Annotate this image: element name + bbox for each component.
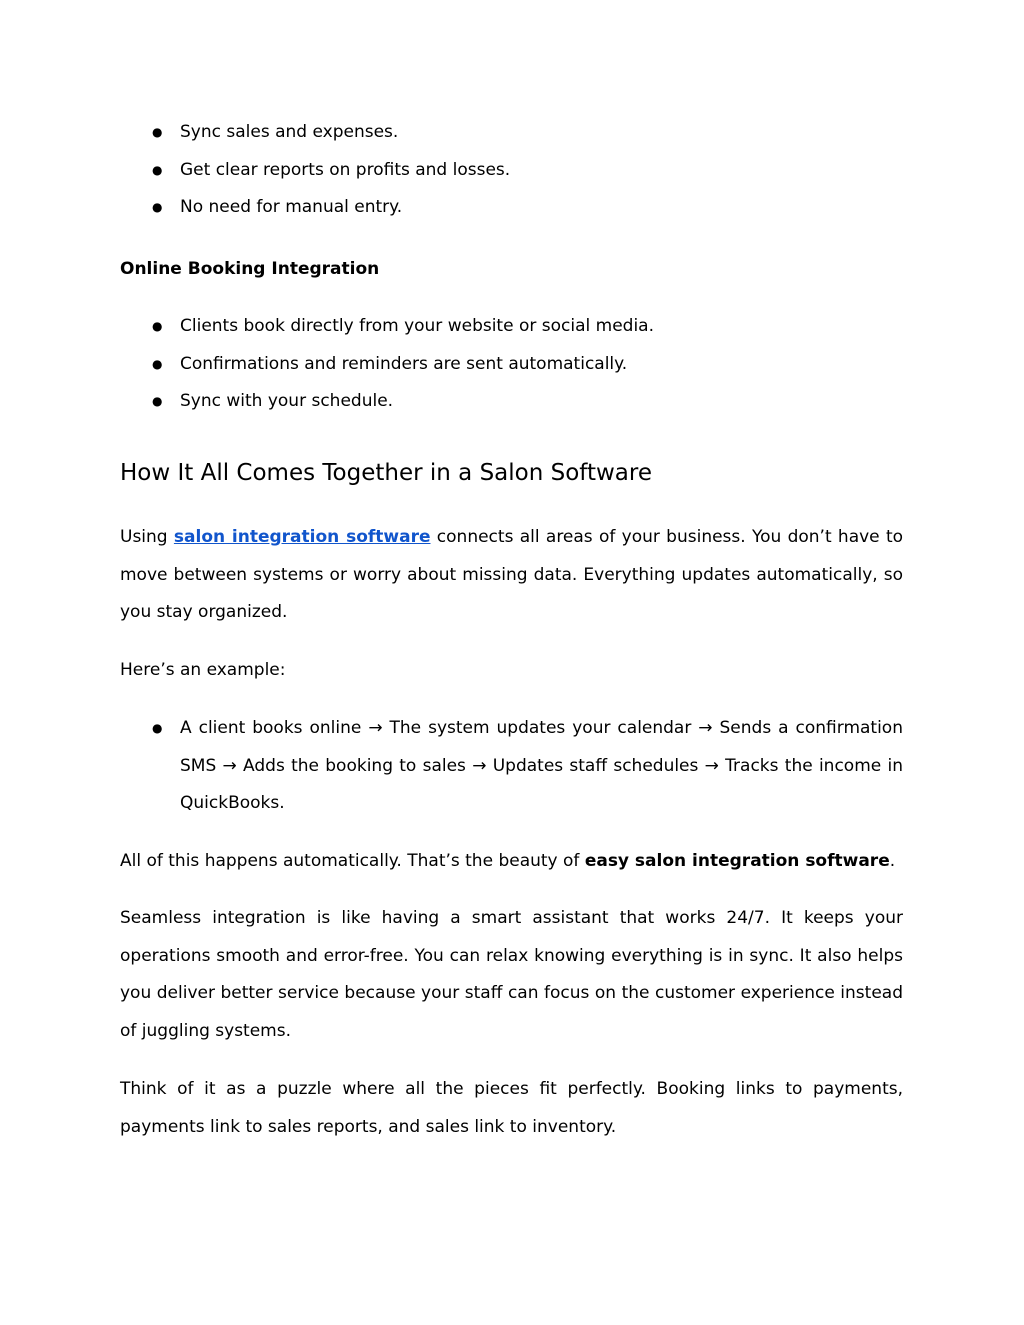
salon-integration-software-link[interactable]: salon integration software <box>173 527 431 547</box>
paragraph-intro <box>120 519 903 632</box>
features-list <box>120 114 510 227</box>
online-booking-heading: Online Booking Integration <box>120 259 380 279</box>
text-run: . <box>889 851 896 871</box>
list-item: ● Sync with your schedule. <box>120 383 654 421</box>
online-booking-list <box>120 308 654 421</box>
paragraph-seamless: Seamless integration is like having a smart assistant that works 24/7. It keeps your operations smooth and error-free. You can relax knowing everything is in sync. It also helps you deliver better service because your staff can focus on the customer experience instead of juggling systems. <box>120 908 903 1042</box>
text-run: Using <box>120 527 174 547</box>
paragraph-puzzle: Think of it as a puzzle where all the pieces fit perfectly. Booking links to payments, payments link to sales reports, and sales link to inventory. <box>120 1079 903 1137</box>
list-item: ● Clients book directly from your website or social media. <box>120 308 654 346</box>
list-item: ● Get clear reports on profits and losses. <box>120 152 510 190</box>
paragraph-example-label: Here’s an example: <box>120 660 286 680</box>
text-run: All of this happens automatically. That’s the beauty of <box>120 851 585 871</box>
paragraph-automatic <box>120 843 903 881</box>
list-item: ● Confirmations and reminders are sent automatically. <box>120 346 654 384</box>
text-run: connects all areas of your business. You don’t have to move between systems or worry about missing data. Everything updates automatically, so you stay organized. <box>120 527 904 623</box>
list-item: ● No need for manual entry. <box>120 189 510 227</box>
list-item: ● A client books online → The system updates your calendar → Sends a confirmation SMS → Adds the booking to sales → Updates staff schedules → Tracks the income in QuickBooks. <box>120 710 903 823</box>
bold-text: easy salon integration software <box>584 851 890 871</box>
section-heading: How It All Comes Together in a Salon Software <box>120 460 652 486</box>
list-item: ● Sync sales and expenses. <box>120 114 510 152</box>
example-list <box>120 710 903 823</box>
